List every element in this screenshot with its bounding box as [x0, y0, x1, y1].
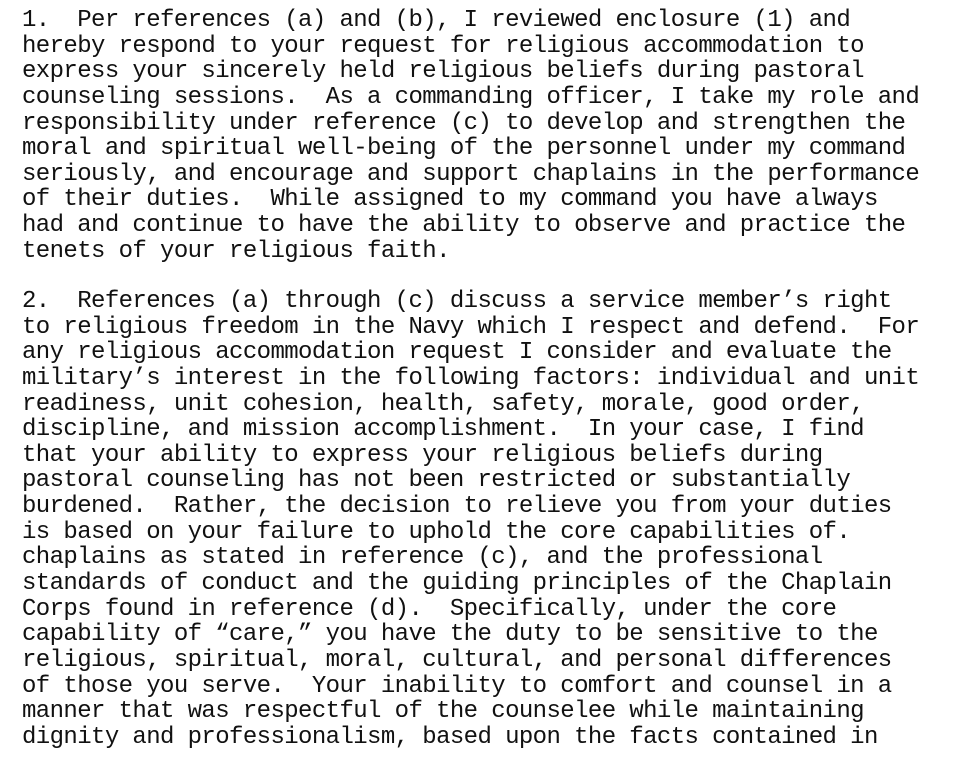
text-line: responsibility under reference (c) to develop and strengthen the: [22, 109, 906, 137]
paragraph-1: [22, 8, 919, 264]
text-line: 1. Per references (a) and (b), I reviewed enclosure (1) and: [22, 7, 851, 34]
text-line: that your ability to express your religious beliefs during: [22, 441, 823, 469]
text-line: of their duties. While assigned to my command you have always: [22, 186, 878, 214]
text-line: religious, spiritual, moral, cultural, and personal differences: [22, 646, 892, 674]
text-line: seriously, and encourage and support chaplains in the performance: [22, 160, 920, 188]
paragraph-2: [22, 289, 919, 751]
text-line: standards of conduct and the guiding principles of the Chaplain: [22, 570, 892, 598]
text-line: to religious freedom in the Navy which I respect and defend. For: [22, 313, 920, 341]
text-line: of those you serve. Your inability to comfort and counsel in a: [22, 672, 892, 700]
text-line: discipline, and mission accomplishment. In your case, I find: [22, 416, 864, 444]
text-line: counseling sessions. As a commanding officer, I take my role and: [22, 83, 920, 111]
text-line: Corps found in reference (d). Specifically, under the core: [22, 595, 837, 623]
text-line: moral and spiritual well-being of the personnel under my command: [22, 135, 906, 163]
text-line: is based on your failure to uphold the core capabilities of.: [22, 518, 851, 546]
text-line: manner that was respectful of the counselee while maintaining: [22, 698, 864, 726]
text-line: hereby respond to your request for religious accommodation to: [22, 32, 864, 60]
text-line: 2. References (a) through (c) discuss a service member’s right: [22, 288, 892, 315]
text-line: chaplains as stated in reference (c), and the professional: [22, 544, 823, 572]
text-line: pastoral counseling has not been restricted or substantially: [22, 467, 851, 495]
text-line: burdened. Rather, the decision to relieve you from your duties: [22, 493, 892, 521]
text-line: tenets of your religious faith.: [22, 237, 450, 265]
text-line: had and continue to have the ability to observe and practice the: [22, 212, 906, 240]
text-line: capability of “care,” you have the duty to be sensitive to the: [22, 621, 878, 649]
text-line: dignity and professionalism, based upon the facts contained in: [22, 723, 878, 751]
text-line: readiness, unit cohesion, health, safety, morale, good order,: [22, 390, 864, 418]
text-line: express your sincerely held religious beliefs during pastoral: [22, 58, 864, 86]
text-line: military’s interest in the following factors: individual and unit: [22, 364, 920, 392]
text-line: any religious accommodation request I consider and evaluate the: [22, 339, 892, 367]
